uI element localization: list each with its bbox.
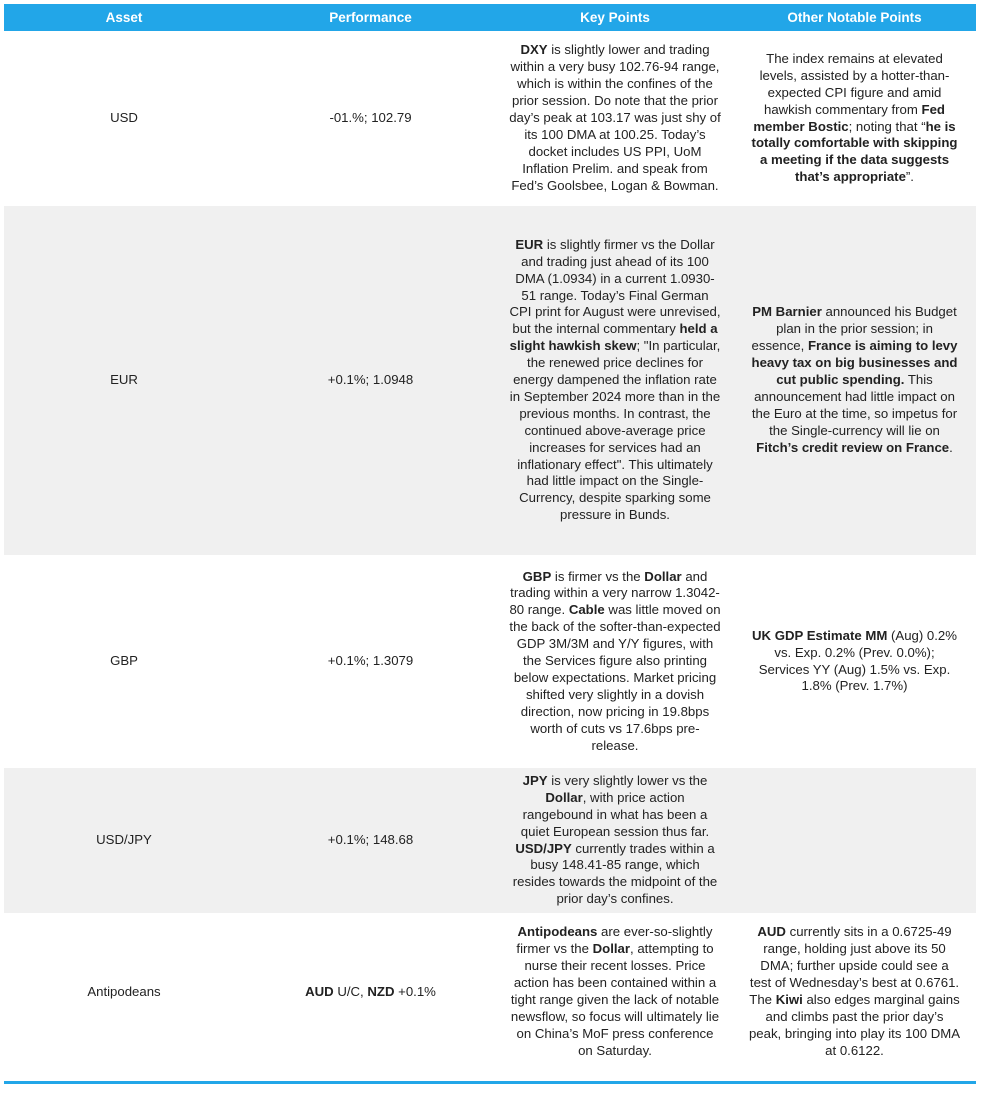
bold-text-run: EUR — [515, 236, 544, 252]
header-key-points: Key Points — [497, 4, 733, 31]
bold-text-run: Antipodeans — [517, 924, 598, 940]
text-run: , with price action rangebound in what has been a quiet European session thus far. — [520, 789, 710, 839]
other-notable-points-cell — [733, 555, 976, 768]
other-notable-points-cell — [733, 913, 976, 1071]
text-run: (Aug) 0.2% vs. Exp. 0.2% (Prev. 0.0%); Services YY (Aug) 1.5% vs. Exp. 1.8% (Prev. 1.7%) — [758, 627, 957, 694]
key-points-cell — [497, 206, 733, 555]
performance-cell: -01.%; 102.79 — [244, 31, 497, 206]
table-row — [4, 206, 976, 555]
other-notable-points-cell — [733, 206, 976, 555]
bold-text-run: UK GDP Estimate MM — [752, 627, 888, 643]
text-run: This announcement had little impact on the Euro at the time, so impetus for the Single-currency will lie on — [751, 372, 958, 438]
bold-text-run: Fed member Bostic — [753, 101, 945, 134]
bold-text-run: France is aiming to levy heavy tax on big businesses and cut public spending. — [751, 338, 958, 388]
bold-text-run: Dollar — [545, 789, 583, 805]
table-row — [4, 913, 976, 1071]
bold-text-run: Dollar — [644, 568, 682, 584]
asset-cell: USD — [4, 31, 244, 206]
text-run: currently trades within a busy 148.41-85 range, which resides towards the midpoint of the prior day’s confines. — [512, 840, 718, 907]
bold-text-run: Cable — [568, 602, 605, 618]
key-points-cell — [497, 31, 733, 206]
text-run: currently sits in a 0.6725-49 range, holding just above its 50 DMA; further upside could see a test of Wednesday’s best at 0.6761. The — [749, 924, 960, 1007]
bold-text-run: NZD — [367, 983, 395, 999]
table-row — [4, 31, 976, 206]
text-run: announced his Budget plan in the prior session; in essence, — [751, 304, 957, 354]
bold-text-run: he is totally comfortable with skipping a meeting if the data suggests that’s appropriate — [751, 118, 958, 185]
table-row — [4, 768, 976, 913]
text-run: ”. — [905, 169, 914, 185]
table-bottom-rule — [4, 1081, 976, 1084]
performance-cell: +0.1%; 1.0948 — [244, 206, 497, 555]
fx-summary-table — [4, 4, 976, 1071]
header-row — [4, 4, 976, 31]
bold-text-run: PM Barnier — [752, 304, 822, 320]
key-points-cell — [497, 768, 733, 913]
table-row — [4, 555, 976, 768]
text-run: are ever-so-slightly firmer vs the — [516, 924, 713, 957]
text-run: ; "In particular, the renewed price declines for energy dampened the inflation rate in September 2024 more than in the previous months. In contrast, the continued above-average price increases for services had an inflationary effect". This ultimately had little impact on the Single-Currency, despite sparking some pressure in Bunds. — [509, 338, 721, 523]
bold-text-run: USD/JPY — [515, 840, 572, 856]
asset-cell: USD/JPY — [4, 768, 244, 913]
performance-cell: +0.1%; 1.3079 — [244, 555, 497, 768]
bold-text-run: GBP — [522, 568, 552, 584]
asset-cell: Antipodeans — [4, 913, 244, 1071]
bold-text-run: DXY — [520, 42, 548, 58]
key-points-cell — [497, 913, 733, 1071]
bold-text-run: Dollar — [592, 941, 630, 957]
header-performance: Performance — [244, 4, 497, 31]
bold-text-run: held a slight hawkish skew — [509, 321, 718, 354]
bold-text-run: Fitch’s credit review on France — [756, 439, 950, 455]
text-run: is very slightly lower vs the — [547, 772, 708, 788]
header-asset: Asset — [4, 4, 244, 31]
text-run: +0.1% — [394, 983, 436, 999]
bold-text-run: AUD — [757, 924, 786, 940]
performance-cell — [244, 913, 497, 1071]
text-run: was little moved on the back of the softer-than-expected GDP 3M/3M and Y/Y figures, with the Services figure also printing below expectations. Market pricing shifted very slightly in a dovish direction, now pricing in 19.8bps worth of cuts vs 17.6bps pre-release. — [509, 602, 721, 753]
text-run: is slightly firmer vs the Dollar and trading just ahead of its 100 DMA (1.0934) in a current 1.0930-51 range. Today’s Final German CPI print for August were unrevised, but the internal commentary — [509, 236, 721, 337]
bold-text-run: AUD — [305, 983, 334, 999]
asset-cell: GBP — [4, 555, 244, 768]
text-run: is slightly lower and trading within a very busy 102.76-94 range, which is within the confines of the prior session. Do note that the prior day’s peak at 103.17 was just shy of its 100 DMA at 100.25. Today’s docket includes US PPI, UoM Inflation Prelim. and speak from Fed’s Goolsbee, Logan & Bowman. — [509, 42, 721, 193]
bold-text-run: Kiwi — [775, 992, 803, 1007]
other-notable-points-cell — [733, 768, 976, 913]
text-run: also edges marginal gains and climbs past the prior day’s peak, bringing into play its 100 DMA at 0.6122. — [748, 992, 961, 1058]
bold-text-run: JPY — [522, 772, 548, 788]
text-run: ; noting that “ — [848, 118, 926, 134]
text-run: . — [949, 439, 953, 455]
text-run: The index remains at elevated levels, assisted by a hotter-than-expected CPI figure and amid hawkish commentary from — [759, 50, 950, 117]
text-run: U/C, — [333, 983, 368, 999]
other-notable-points-cell — [733, 31, 976, 206]
text-run: , attempting to nurse their recent losses. Price action has been contained within a tight range given the lack of notable newsflow, so focus will ultimately lie on China’s MoF press conference on Saturday. — [510, 941, 720, 1058]
key-points-cell — [497, 555, 733, 768]
performance-cell: +0.1%; 148.68 — [244, 768, 497, 913]
text-run: and trading within a very narrow 1.3042-80 range. — [509, 568, 720, 618]
asset-cell: EUR — [4, 206, 244, 555]
text-run: is firmer vs the — [551, 568, 645, 584]
header-other-notable-points: Other Notable Points — [733, 4, 976, 31]
